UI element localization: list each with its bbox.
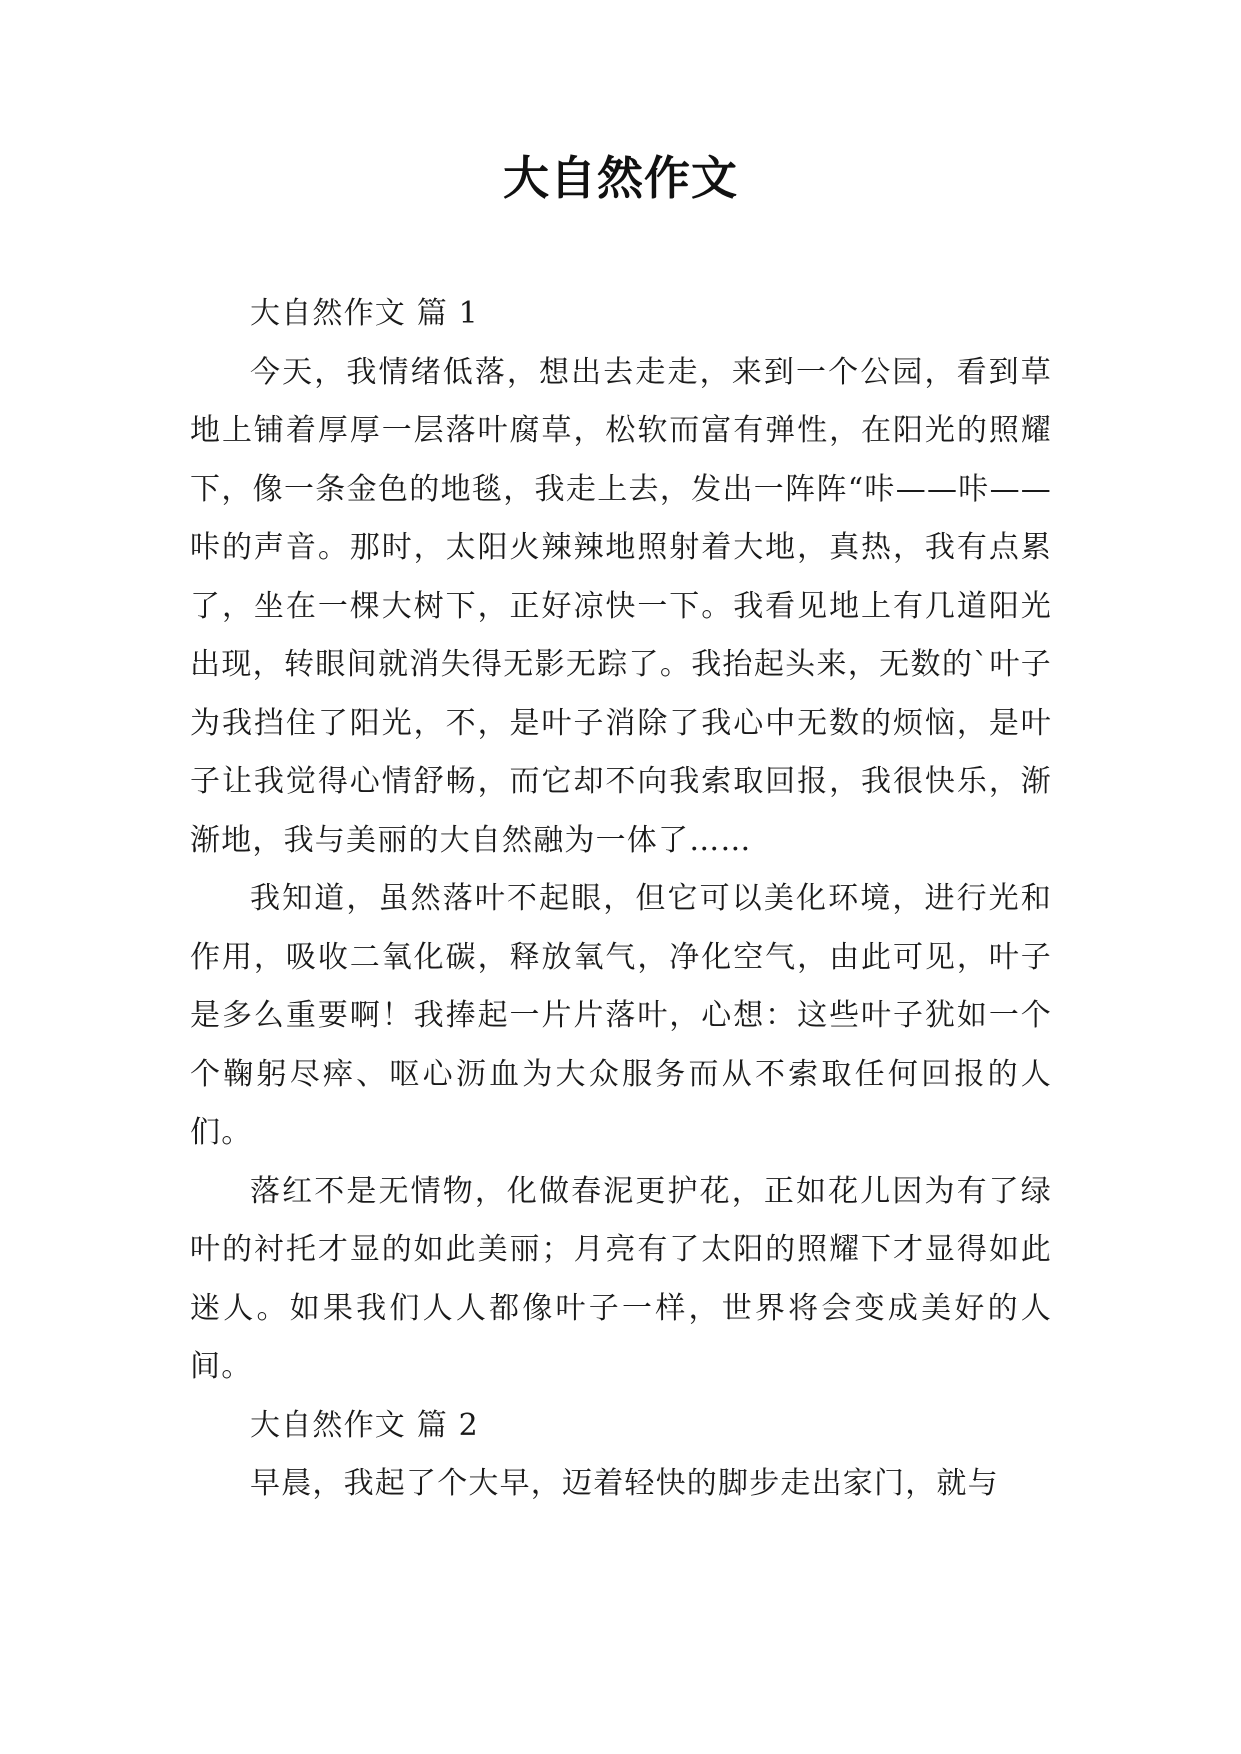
paragraph: 我知道，虽然落叶不起眼，但它可以美化环境，进行光和作用，吸收二氧化碳，释放氧气，净化空气，由此可见，叶子是多么重要啊！我捧起一片片落叶，心想：这些叶子犹如一个个鞠躬尽瘁、呕心沥血为大众服务而从不索取任何回报的人们。 bbox=[190, 881, 1052, 1150]
section-heading: 大自然作文 篇 1 bbox=[250, 296, 479, 331]
document-title: 大自然作文 bbox=[503, 151, 738, 205]
section-heading: 大自然作文 篇 2 bbox=[250, 1407, 479, 1443]
paragraph: 落红不是无情物，化做春泥更护花，正如花儿因为有了绿叶的衬托才显的如此美丽；月亮有了太阳的照耀下才显得如此迷人。如果我们人人都像叶子一样，世界将会变成美好的人间。 bbox=[190, 1173, 1052, 1384]
paragraph: 今天，我情绪低落，想出去走走，来到一个公园，看到草地上铺着厚厚一层落叶腐草，松软而富有弹性，在阳光的照耀下，像一条金色的地毯，我走上去，发出一阵阵“咔——咔——咔的声音。那时，太阳火辣辣地照射着大地，真热，我有点累了，坐在一棵大树下，正好凉快一下。我看见地上有几道阳光出现，转眼间就消失得无影无踪了。我抬起头来，无数的`叶子为我挡住了阳光，不，是叶子消除了我心中无数的烦恼，是叶子让我觉得心情舒畅，而它却不向我索取回报，我很快乐，渐渐地，我与美丽的大自然融为一体了…… bbox=[190, 354, 1052, 858]
document-body bbox=[190, 285, 1052, 1514]
paragraph: 早晨，我起了个大早，迈着轻快的脚步走出家门，就与 bbox=[250, 1466, 999, 1501]
